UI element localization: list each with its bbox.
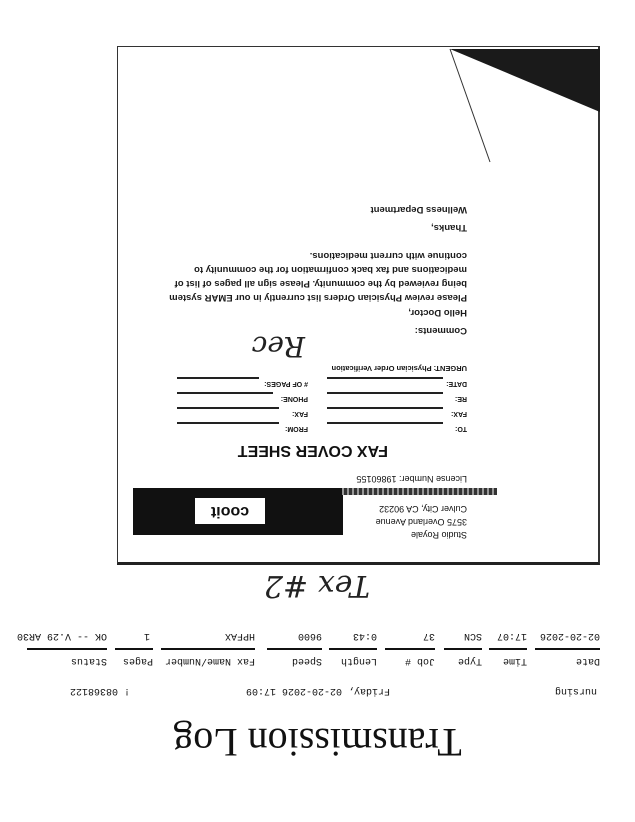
company-logo: cooit [195,498,265,524]
field-label-date: DATE: [446,380,467,387]
field-line [327,408,443,410]
column-header-speed: Speed [291,655,322,666]
diagonal-line [450,49,490,162]
report-datetime: Friday, 02-20-2026 17:09 [245,685,390,696]
dark-corner [450,49,600,112]
field-label-from: FROM: [285,425,308,432]
cell-fax-name: HPFAX [224,630,255,641]
field-label-to: TO: [455,425,467,432]
divider [115,648,153,650]
handwritten-initials: Rec [251,330,305,363]
cell-length: 0:43 [352,630,377,641]
field-line [327,423,443,425]
fax-id-number: 08368122 [69,685,118,696]
field-line [327,378,443,380]
subject-line: URGENT: Physician Order Verification [331,364,467,373]
closing: Thanks, [431,222,467,233]
field-label-pages: # OF PAGES: [264,380,308,387]
cell-speed: 9600 [297,630,322,641]
divider [489,648,527,650]
field-label-re: RE: [454,395,467,402]
column-header-time: Time [502,655,527,666]
column-header-status: Status [70,655,107,666]
field-label-phone: PHONE: [280,395,308,402]
company-name: Studio Royale [410,530,467,540]
column-header-pages: Pages [122,655,153,666]
divider [267,648,322,650]
handwritten-note: Tex #2 [263,568,370,603]
column-header-fax-name: Fax Name/Number [164,655,255,666]
field-line [177,423,279,425]
body-line: Please review Physician Orders list currently in our EMAR system [169,292,467,303]
divider [27,648,107,650]
field-label-fax: FAX: [451,410,467,417]
field-label-fax: FAX: [292,410,308,417]
company-address-1: 3575 Overland Avenue [375,517,467,527]
banner-speckle [342,488,497,495]
column-header-job: Job # [404,655,435,666]
divider [535,648,600,650]
cell-status: OK -- V.29 AR30 [16,630,107,641]
fax-id: ! 08368122 [69,685,130,696]
body-line: continue with current medications. [309,250,467,261]
comments-label: Comments: [414,325,467,336]
cell-time: 17:07 [496,630,527,641]
company-address-2: Culver City, CA 90232 [379,504,467,514]
signature: Wellness Department [370,204,467,215]
divider [444,648,482,650]
cell-type: SCN [463,630,482,641]
page-title: Transmission Log [173,720,462,765]
greeting: Hello Doctor, [408,307,467,318]
cell-date: 02-20-2026 [539,630,600,641]
field-line [177,408,279,410]
corner-shading [440,47,600,167]
column-header-type: Type [457,655,482,666]
column-header-date: Date [575,655,600,666]
cell-job: 37 [422,630,435,641]
column-header-length: Length [340,655,377,666]
body-line: medications and fax back confirmation for the community to [194,264,467,275]
field-line [177,378,259,380]
divider [161,648,255,650]
field-line [177,393,273,395]
cell-pages: 1 [143,630,150,641]
license-number: License Number: 19860155 [356,474,467,484]
cover-heading: FAX COVER SHEET [237,442,388,459]
body-line: being reviewed by the community. Please sign all pages of list of [174,278,467,289]
department-label: nursing [554,685,597,696]
divider [385,648,435,650]
divider [329,648,377,650]
field-line [327,393,443,395]
